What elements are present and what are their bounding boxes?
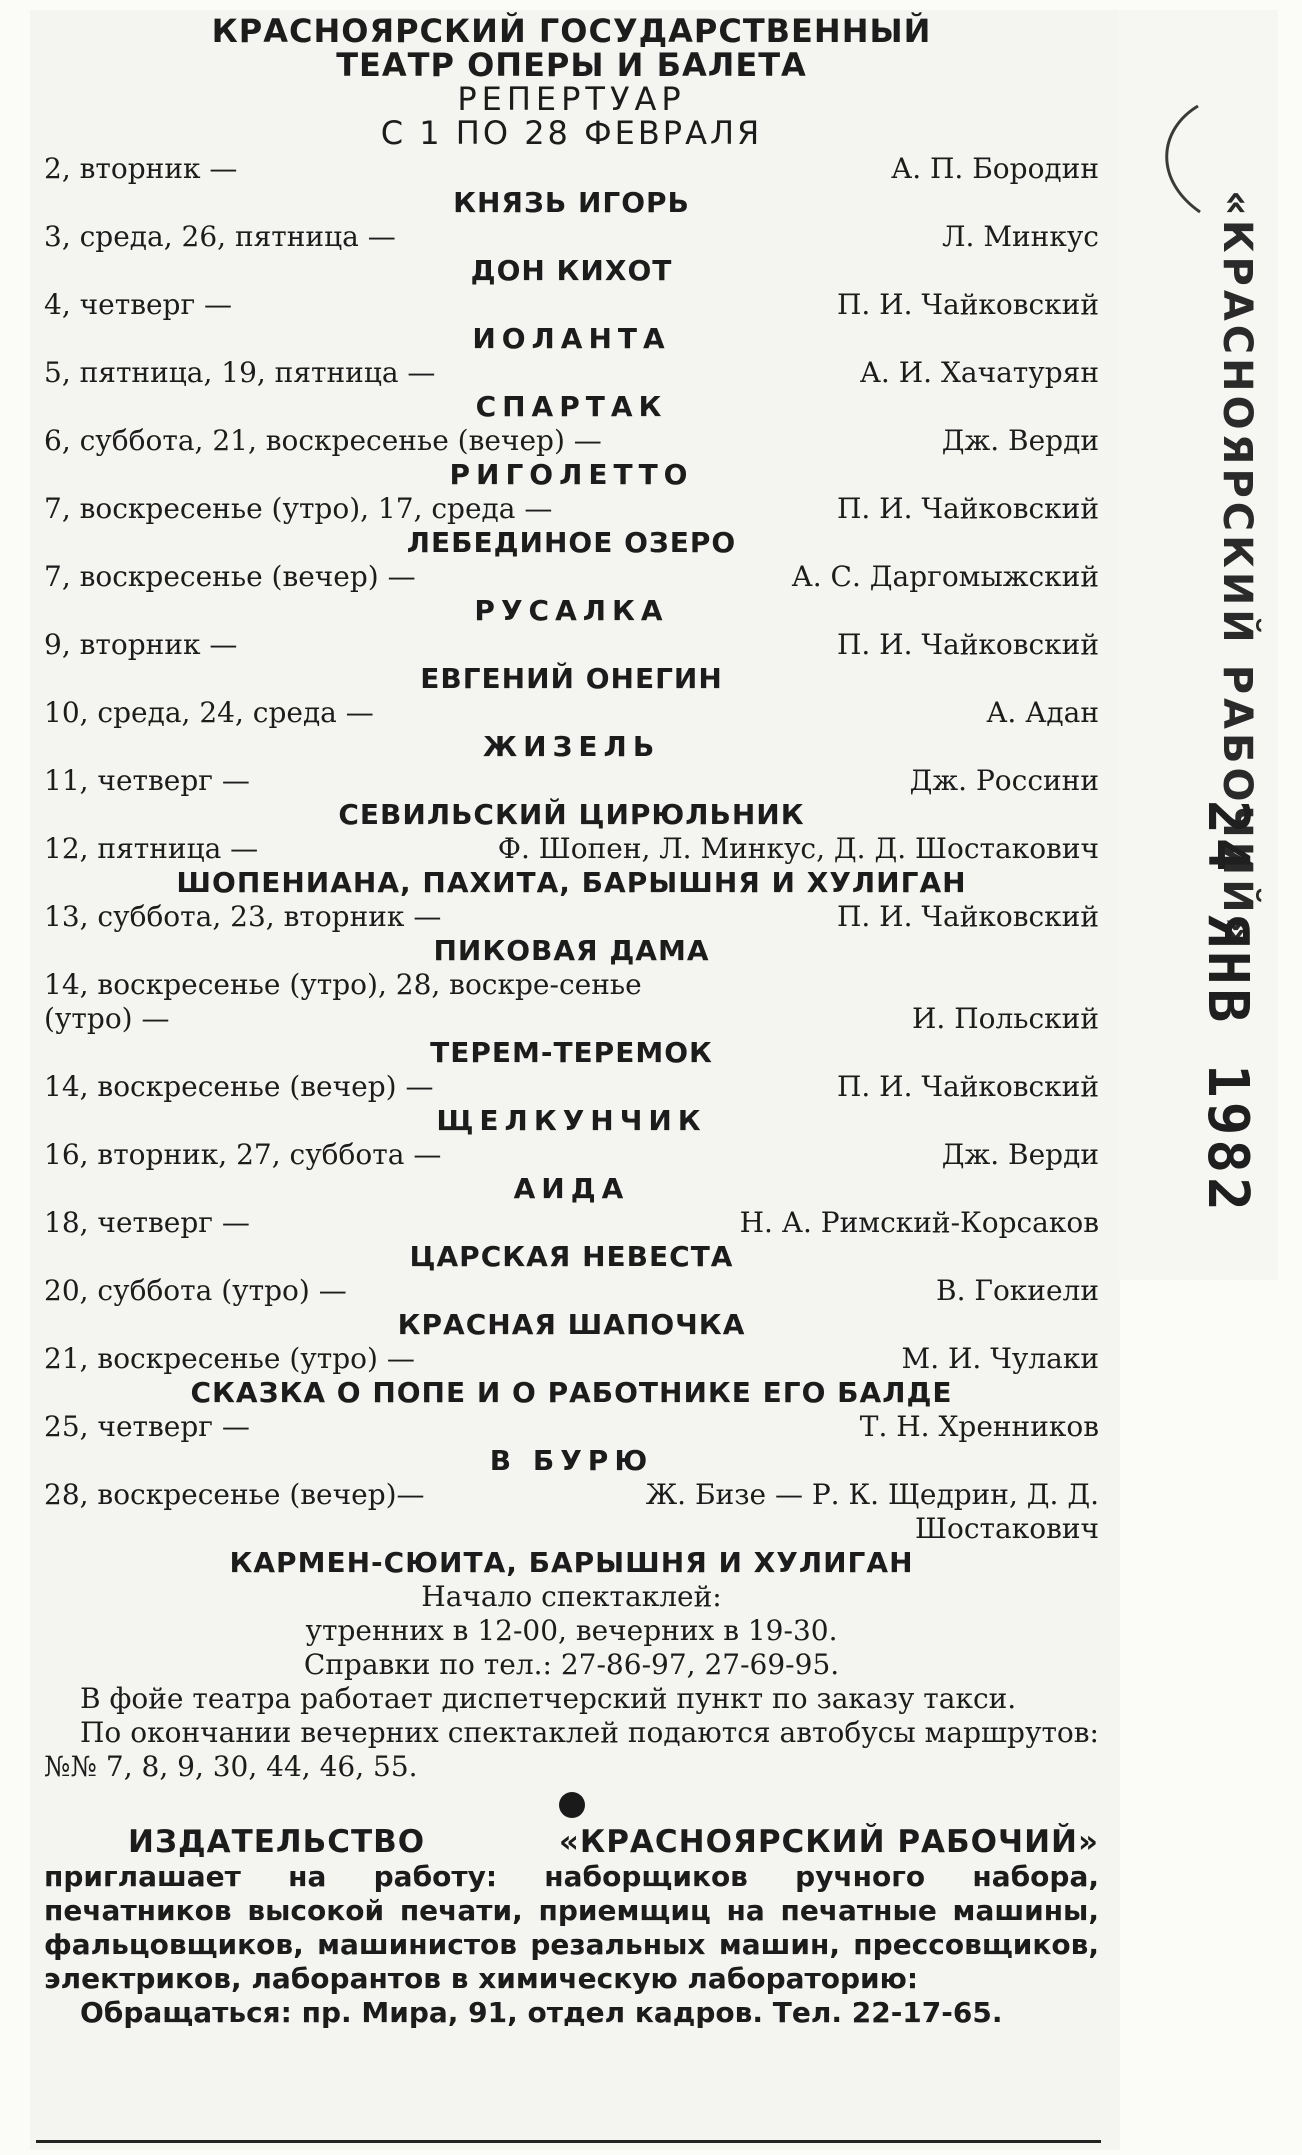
performance-dates: 18, четверг —	[44, 1206, 250, 1239]
bottom-rule	[36, 2140, 1101, 2143]
repertoire-entry	[44, 1342, 1099, 1410]
performance-title: ЖИЗЕЛЬ	[482, 730, 661, 763]
composer: Дж. Верди	[941, 424, 1099, 457]
performance-dates: 16, вторник, 27, суббота —	[44, 1138, 442, 1171]
repertoire-entry	[44, 1478, 1099, 1580]
fold-curve-mark	[1150, 100, 1210, 220]
composer: П. И. Чайковский	[836, 628, 1099, 661]
composer: П. И. Чайковский	[836, 288, 1099, 321]
performance-title: КНЯЗЬ ИГОРЬ	[453, 186, 690, 219]
composer: А. И. Хачатурян	[859, 356, 1099, 389]
performance-title: ТЕРЕМ-ТЕРЕМОК	[430, 1036, 713, 1069]
repertoire-entry	[44, 764, 1099, 832]
composer: Т. Н. Хренников	[859, 1410, 1099, 1443]
performance-title: ЛЕБЕДИНОЕ ОЗЕРО	[406, 526, 737, 559]
performance-title: РИГОЛЕТТО	[449, 458, 694, 491]
performance-title: КРАСНАЯ ШАПОЧКА	[397, 1308, 746, 1341]
composer: П. И. Чайковский	[836, 492, 1099, 525]
composer: Ж. Бизе — Р. К. Щедрин, Д. Д. Шостакович	[645, 1478, 1099, 1545]
performance-dates: 9, вторник —	[44, 628, 238, 661]
performance-dates: 21, воскресенье (утро) —	[44, 1342, 415, 1375]
publisher-ad-title-right: «КРАСНОЯРСКИЙ РАБОЧИЙ»	[558, 1824, 1099, 1860]
performance-title: ЩЕЛКУНЧИК	[436, 1104, 707, 1137]
date-stamp: 24 ЯНВ 1982	[1195, 800, 1260, 1215]
performance-dates: 12, пятница —	[44, 832, 259, 865]
performance-title: ДОН КИХОТ	[470, 254, 673, 287]
composer: Л. Минкус	[942, 220, 1099, 253]
composer: П. И. Чайковский	[836, 1070, 1099, 1103]
repertoire-entry	[44, 560, 1099, 628]
repertoire-heading: РЕПЕРТУАР	[457, 80, 686, 118]
performance-title: ШОПЕНИАНА, ПАХИТА, БАРЫШНЯ И ХУЛИГАН	[176, 866, 967, 899]
composer: Дж. Верди	[941, 1138, 1099, 1171]
bus-notice: По окончании вечерних спектаклей подаются автобусы маршрутов: №№ 7, 8, 9, 30, 44, 46, 55.	[44, 1716, 1099, 1783]
performance-dates: 10, среда, 24, среда —	[44, 696, 374, 729]
performance-title: ЕВГЕНИЙ ОНЕГИН	[420, 662, 723, 695]
composer: И. Польский	[911, 1002, 1099, 1035]
performance-start-times: утренних в 12-00, вечерних в 19-30.	[305, 1614, 838, 1647]
repertoire-entry	[44, 288, 1099, 356]
performance-dates: 5, пятница, 19, пятница —	[44, 356, 436, 389]
composer: Н. А. Римский-Корсаков	[739, 1206, 1099, 1239]
article-column	[44, 14, 1099, 2030]
performance-dates: 20, суббота (утро) —	[44, 1274, 347, 1307]
composer: Дж. Россини	[909, 764, 1099, 797]
performance-dates: 14, воскресенье (утро), 28, воскре-сенье (утро) —	[44, 968, 642, 1035]
repertoire-entry	[44, 832, 1099, 900]
repertoire-entry	[44, 492, 1099, 560]
repertoire-entry	[44, 1206, 1099, 1274]
performance-dates: 2, вторник —	[44, 152, 238, 185]
repertoire-entry	[44, 356, 1099, 424]
reference-phones: Справки по тел.: 27-86-97, 27-69-95.	[303, 1648, 840, 1681]
performance-title: КАРМЕН-СЮИТА, БАРЫШНЯ И ХУЛИГАН	[229, 1546, 914, 1579]
taxi-notice: В фойе театра работает диспетчерский пункт по заказу такси.	[80, 1682, 1017, 1715]
bullet-separator	[559, 1792, 585, 1818]
performance-dates: 7, воскресенье (вечер) —	[44, 560, 416, 593]
publisher-ad-body: приглашает на работу: наборщиков ручного набора, печатников высокой печати, приемщиц на печатные машины, фальцовщиков, машинистов резальных машин, прессовщиков, электриков, лаборантов в химическую лабораторию:	[44, 1860, 1099, 1995]
composer: В. Гокиели	[936, 1274, 1099, 1307]
repertoire-entry	[44, 1274, 1099, 1342]
composer: П. И. Чайковский	[836, 900, 1099, 933]
performance-title: АИДА	[513, 1172, 630, 1205]
publisher-ad-title-left: ИЗДАТЕЛЬСТВО	[128, 1824, 426, 1860]
performance-dates: 14, воскресенье (вечер) —	[44, 1070, 434, 1103]
repertoire-list	[44, 152, 1099, 1580]
performance-dates: 6, суббота, 21, воскресенье (вечер) —	[44, 424, 602, 457]
repertoire-entry	[44, 968, 1099, 1070]
repertoire-entry	[44, 152, 1099, 220]
repertoire-entry	[44, 1070, 1099, 1138]
performance-title: СПАРТАК	[475, 390, 668, 423]
repertoire-entry	[44, 220, 1099, 288]
composer: Ф. Шопен, Л. Минкус, Д. Д. Шостакович	[497, 832, 1099, 865]
performance-title: СКАЗКА О ПОПЕ И О РАБОТНИКЕ ЕГО БАЛДЕ	[190, 1376, 953, 1409]
performance-title: ИОЛАНТА	[472, 322, 671, 355]
publisher-ad-contact: Обращаться: пр. Мира, 91, отдел кадров. Тел. 22-17-65.	[80, 1996, 1003, 2029]
performance-dates: 4, четверг —	[44, 288, 233, 321]
performance-dates: 3, среда, 26, пятница —	[44, 220, 396, 253]
composer: М. И. Чулаки	[901, 1342, 1099, 1375]
composer: А. П. Бородин	[890, 152, 1099, 185]
performance-dates: 11, четверг —	[44, 764, 250, 797]
date-range-heading: С 1 ПО 28 ФЕВРАЛЯ	[380, 114, 763, 152]
theatre-name-line-2: ТЕАТР ОПЕРЫ И БАЛЕТА	[336, 46, 807, 84]
publisher-ad-title	[44, 1824, 1099, 1860]
performance-dates: 25, четверг —	[44, 1410, 250, 1443]
performance-title: ЦАРСКАЯ НЕВЕСТА	[409, 1240, 734, 1273]
theatre-name-line-1: КРАСНОЯРСКИЙ ГОСУДАРСТВЕННЫЙ	[211, 12, 932, 50]
repertoire-entry	[44, 628, 1099, 696]
newspaper-name-stamp: «КРАСНОЯРСКИЙ РАБОЧИЙ»	[1214, 190, 1260, 947]
composer: А. С. Даргомыжский	[791, 560, 1099, 593]
repertoire-entry	[44, 900, 1099, 968]
performance-title: В БУРЮ	[489, 1444, 654, 1477]
performance-dates: 7, воскресенье (утро), 17, среда —	[44, 492, 553, 525]
performance-title: ПИКОВАЯ ДАМА	[433, 934, 710, 967]
repertoire-entry	[44, 1138, 1099, 1206]
performance-title: РУСАЛКА	[474, 594, 669, 627]
repertoire-entry	[44, 1410, 1099, 1478]
composer: А. Адан	[986, 696, 1099, 729]
performance-start-label: Начало спектаклей:	[421, 1580, 722, 1613]
repertoire-entry	[44, 424, 1099, 492]
performance-title: СЕВИЛЬСКИЙ ЦИРЮЛЬНИК	[338, 798, 805, 831]
performance-dates: 13, суббота, 23, вторник —	[44, 900, 442, 933]
performance-dates: 28, воскресенье (вечер)—	[44, 1478, 425, 1511]
repertoire-entry	[44, 696, 1099, 764]
